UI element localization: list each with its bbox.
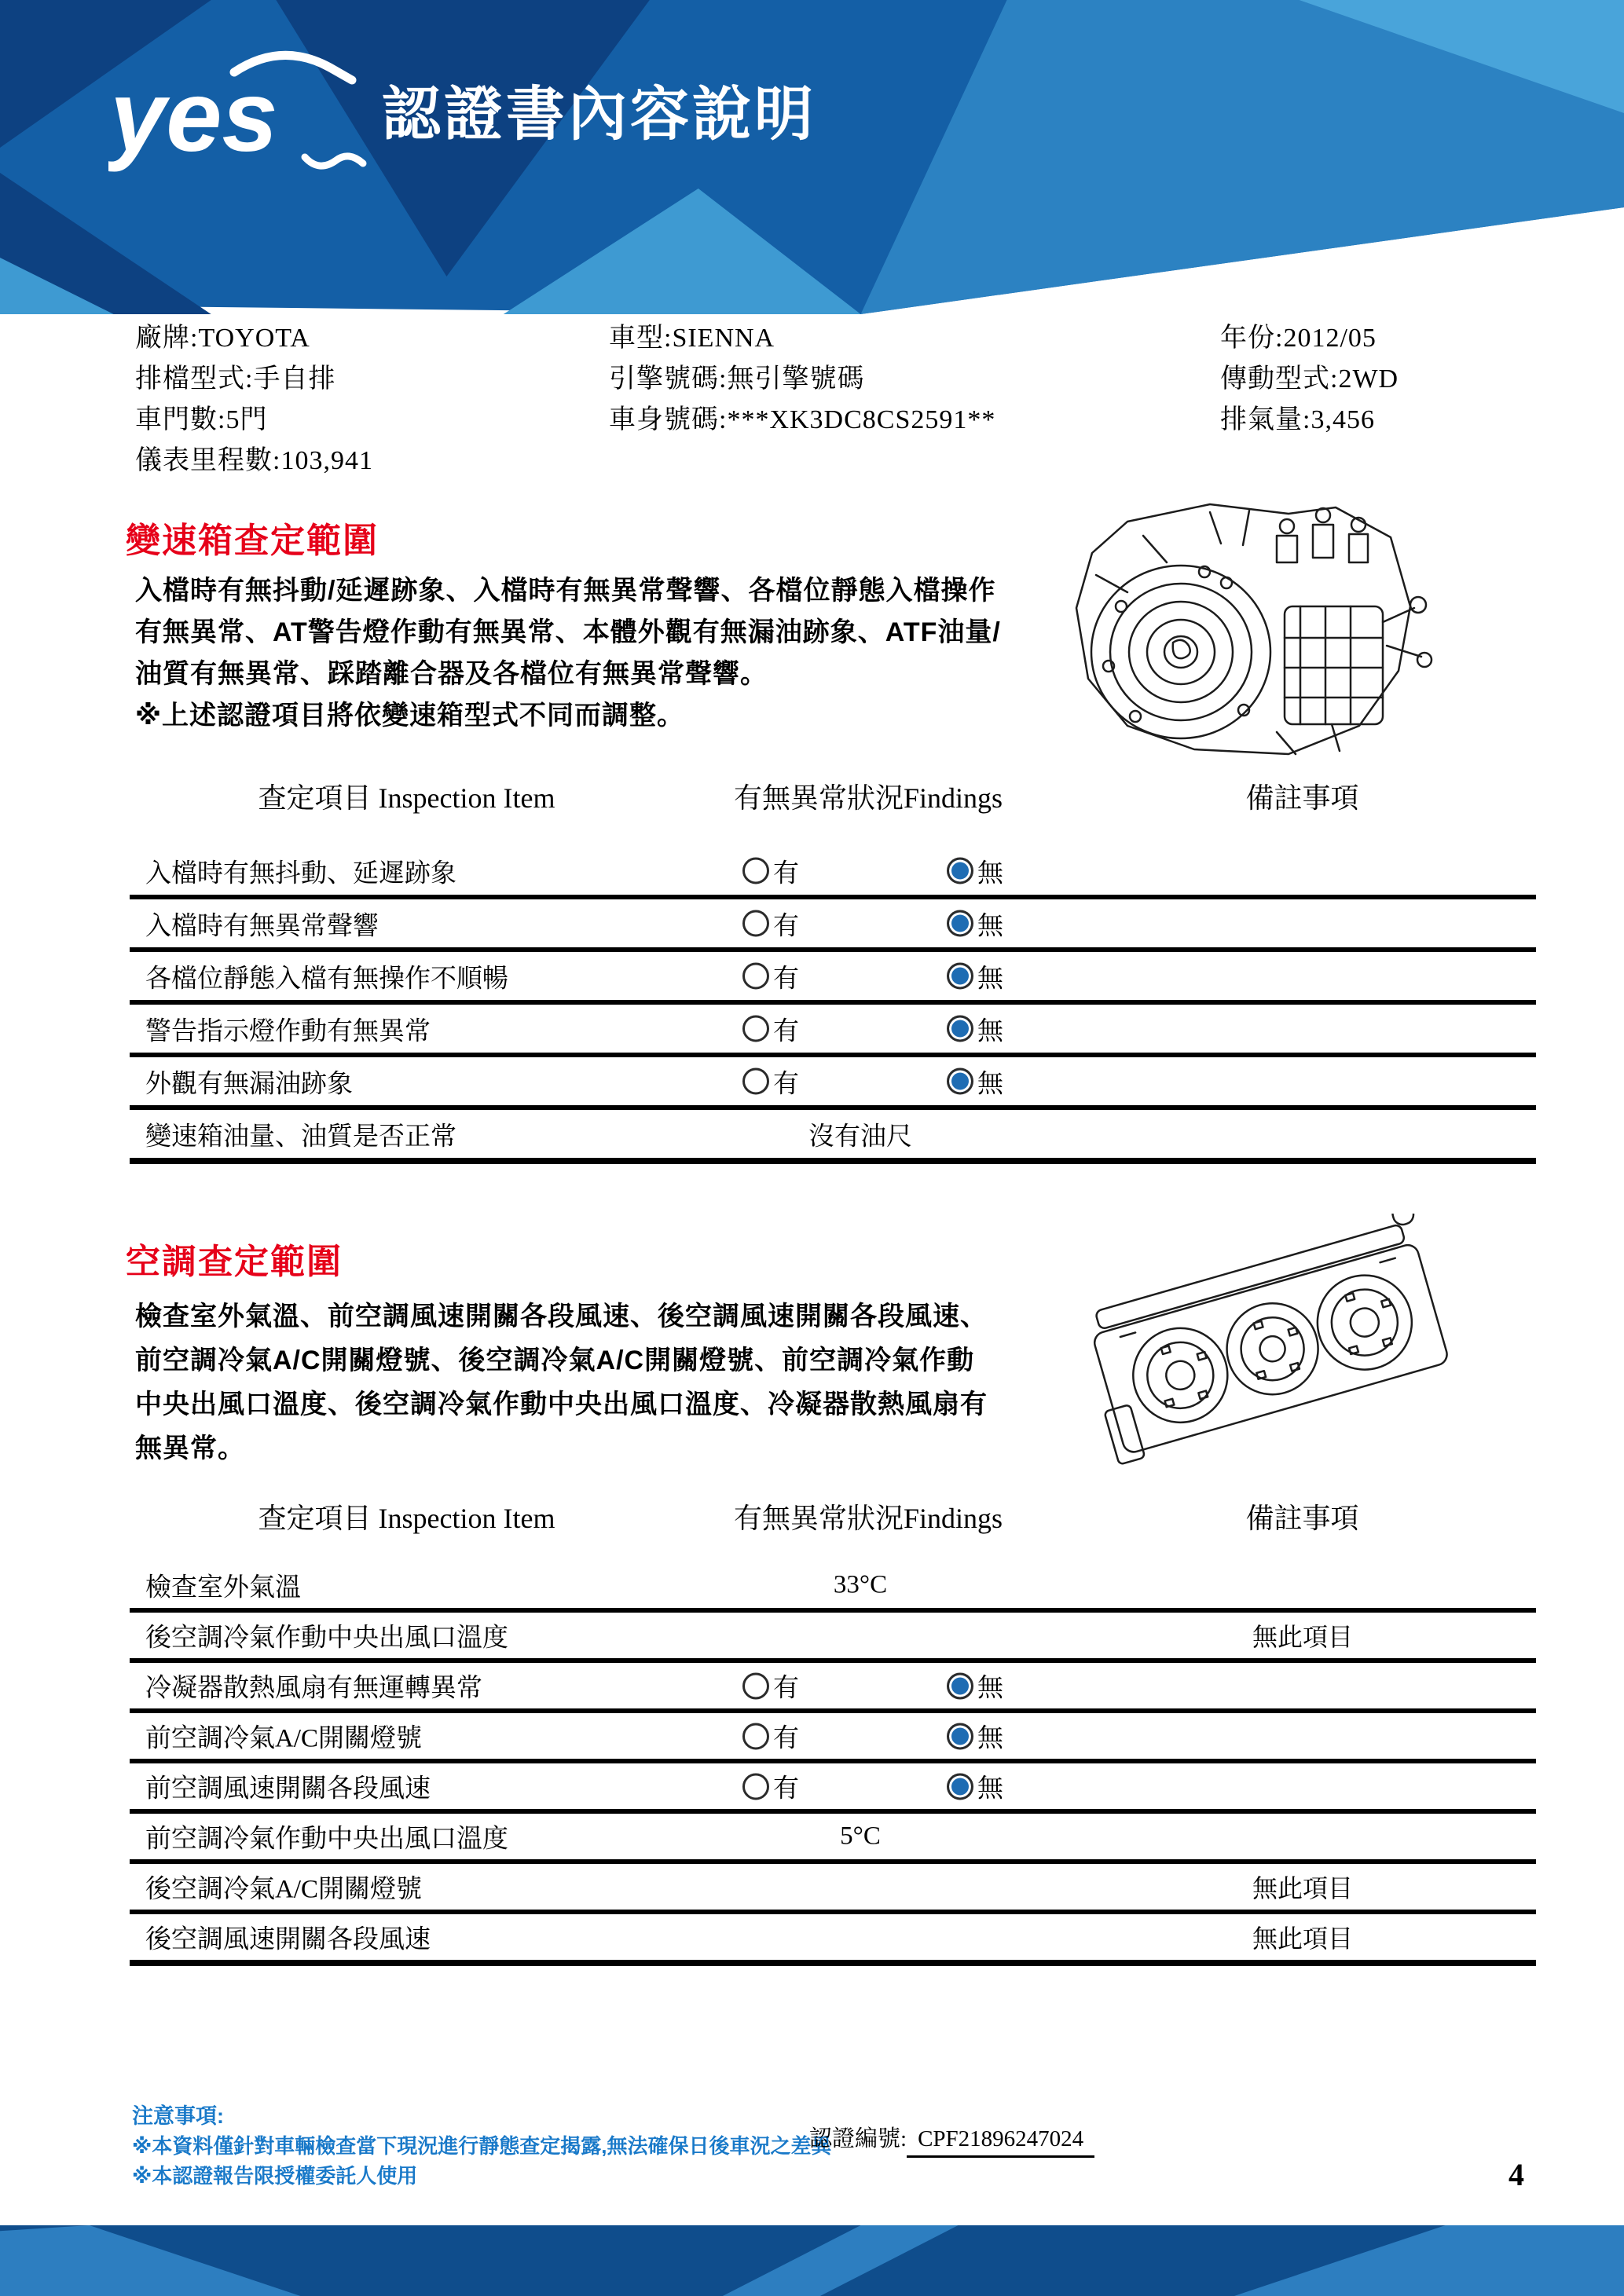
inspection-item-label: 各檔位靜態入檔有無操作不順暢 (145, 965, 508, 993)
table-row (130, 1005, 1536, 1057)
radio-yes[interactable]: 有 (742, 1063, 799, 1100)
footer-bar (0, 2225, 1624, 2296)
radio-no-selected[interactable]: 無 (947, 958, 1003, 994)
transmission-section-title: 變速箱查定範圍 (126, 522, 379, 560)
vehicle-model: 車型:SIENNA (609, 324, 775, 353)
table-row (130, 1814, 1536, 1864)
transmission-description-line: ※上述認證項目將依變速箱型式不同而調整。 (135, 701, 685, 731)
table-header-row (130, 1496, 1536, 1536)
radio-no-selected[interactable]: 無 (947, 1668, 1003, 1705)
transmission-illustration (1049, 489, 1434, 770)
inspection-item-label: 前空調冷氣A/C開關燈號 (145, 1724, 423, 1753)
yes-logo-text: yes (110, 60, 278, 173)
vehicle-info-row (0, 316, 1624, 353)
table-row (130, 1914, 1536, 1966)
radio-circle-icon (947, 963, 973, 990)
radio-circle-icon (742, 1068, 769, 1095)
certificate-number (809, 2121, 1094, 2158)
vehicle-vin: 車身號碼:***XK3DC8CS2591** (609, 405, 996, 434)
radio-yes[interactable]: 有 (742, 1718, 799, 1755)
notice-line: ※本認證報告限授權委託人使用 (132, 2164, 418, 2188)
certificate-number-label: 認證編號: (809, 2126, 907, 2151)
transmission-description-line: 入檔時有無抖動/延遲跡象、入檔時有無異常聲響、各檔位靜態入檔操作 (135, 576, 996, 606)
inspection-item-label: 後空調冷氣作動中央出風口溫度 (145, 1624, 508, 1653)
remark-value: 無此項目 (1252, 1623, 1353, 1651)
vehicle-doors: 車門數:5門 (135, 405, 268, 434)
inspection-item-label: 變速箱油量、油質是否正常 (145, 1122, 456, 1151)
radio-circle-icon (947, 1068, 973, 1095)
table-row (130, 899, 1536, 952)
vehicle-drive-type: 傳動型式:2WD (1220, 364, 1399, 394)
ac-inspection-table (130, 1496, 1536, 1966)
vehicle-info-row (0, 397, 1624, 432)
vehicle-info-row (0, 357, 1624, 394)
column-header-findings: 有無異常狀況Findings (733, 782, 1003, 814)
radio-yes[interactable]: 有 (742, 852, 799, 889)
radio-circle-icon (947, 1672, 973, 1699)
radio-yes[interactable]: 有 (742, 1668, 799, 1705)
radio-circle-icon (742, 1016, 769, 1042)
notice-title: 注意事項: (132, 2104, 224, 2128)
vehicle-gearbox-type: 排檔型式:手自排 (135, 364, 336, 394)
radio-circle-icon (742, 1773, 769, 1800)
table-row (130, 952, 1536, 1005)
vehicle-brand: 廠牌:TOYOTA (135, 324, 310, 353)
radio-circle-icon (947, 1016, 973, 1042)
remark-value: 無此項目 (1252, 1924, 1353, 1953)
table-header-row (130, 776, 1536, 815)
inspection-item-label: 入檔時有無異常聲響 (145, 912, 379, 940)
notice-line: ※本資料僅針對車輛檢查當下現況進行靜態查定揭露,無法確保日後車況之差異 (132, 2134, 832, 2158)
inspection-item-label: 前空調風速開關各段風速 (145, 1774, 431, 1803)
radio-circle-icon (742, 858, 769, 884)
radio-no-selected[interactable]: 無 (947, 1063, 1003, 1100)
inspection-item-label: 後空調冷氣A/C開關燈號 (145, 1875, 423, 1904)
ac-description-line: 前空調冷氣A/C開關燈號、後空調冷氣A/C開關燈號、前空調冷氣作動 (135, 1346, 975, 1375)
radio-yes[interactable]: 有 (742, 1768, 799, 1805)
radio-circle-icon (742, 1672, 769, 1699)
radio-circle-icon (742, 963, 769, 990)
radio-circle-icon (947, 1723, 973, 1749)
page-number: 4 (1509, 2157, 1524, 2192)
vehicle-year: 年份:2012/05 (1220, 324, 1377, 353)
radio-no-selected[interactable]: 無 (947, 1768, 1003, 1805)
inspection-item-label: 檢查室外氣溫 (145, 1573, 301, 1602)
remark-value: 無此項目 (1252, 1874, 1353, 1902)
finding-value: 33°C (833, 1570, 888, 1599)
finding-value: 沒有油尺 (808, 1122, 912, 1151)
transmission-description-line: 油質有無異常、踩踏離合器及各檔位有無異常聲響。 (135, 659, 768, 689)
inspection-item-label: 冷凝器散熱風扇有無運轉異常 (145, 1674, 482, 1703)
header-banner (0, 0, 1624, 314)
table-row (130, 1663, 1536, 1713)
table-row (130, 1562, 1536, 1613)
column-header-item: 查定項目 Inspection Item (258, 782, 555, 814)
table-row (130, 1057, 1536, 1110)
radio-circle-icon (947, 1773, 973, 1800)
radio-circle-icon (742, 1723, 769, 1749)
vehicle-engine-no: 引擎號碼:無引擎號碼 (609, 364, 865, 394)
yes-logo (108, 39, 383, 177)
ac-description-line: 檢查室外氣溫、前空調風速開關各段風速、後空調風速開關各段風速、 (135, 1302, 988, 1331)
column-header-remarks: 備註事項 (1245, 1503, 1359, 1534)
radio-yes[interactable]: 有 (742, 1010, 799, 1047)
radio-no-selected[interactable]: 無 (947, 1718, 1003, 1755)
inspection-item-label: 外觀有無漏油跡象 (145, 1070, 353, 1098)
radio-circle-icon (742, 910, 769, 937)
table-row (130, 1763, 1536, 1814)
table-row (130, 1864, 1536, 1914)
inspection-item-label: 警告指示燈作動有無異常 (145, 1017, 431, 1045)
transmission-inspection-table (130, 776, 1536, 1164)
vehicle-odometer: 儀表里程數:103,941 (135, 446, 373, 475)
ac-description-line: 中央出風口溫度、後空調冷氣作動中央出風口溫度、冷凝器散熱風扇有 (135, 1390, 988, 1419)
table-row (130, 847, 1536, 899)
radio-circle-icon (947, 910, 973, 937)
ac-description-line: 無異常。 (135, 1434, 245, 1463)
column-header-remarks: 備註事項 (1245, 782, 1359, 814)
transmission-description-line: 有無異常、AT警告燈作動有無異常、本體外觀有無漏油跡象、ATF油量/ (135, 617, 1001, 647)
ac-section-title: 空調查定範圍 (126, 1243, 343, 1281)
radio-circle-icon (947, 858, 973, 884)
radio-yes[interactable]: 有 (742, 958, 799, 994)
radio-no-selected[interactable]: 無 (947, 1010, 1003, 1047)
radio-no-selected[interactable]: 無 (947, 852, 1003, 889)
inspection-item-label: 後空調風速開關各段風速 (145, 1925, 431, 1954)
certificate-number-value: CPF21896247024 (907, 2126, 1094, 2158)
radio-yes[interactable]: 有 (742, 905, 799, 942)
vehicle-info-row (0, 438, 1624, 473)
vehicle-displacement: 排氣量:3,456 (1220, 405, 1375, 434)
column-header-findings: 有無異常狀況Findings (733, 1503, 1003, 1534)
inspection-item-label: 前空調冷氣作動中央出風口溫度 (145, 1825, 508, 1854)
table-row (130, 1110, 1536, 1164)
table-row (130, 1613, 1536, 1663)
finding-value: 5°C (840, 1822, 881, 1851)
ac-control-panel-illustration (1088, 1214, 1457, 1481)
inspection-item-label: 入檔時有無抖動、延遲跡象 (145, 859, 456, 888)
column-header-item: 查定項目 Inspection Item (258, 1503, 555, 1534)
table-row (130, 1713, 1536, 1763)
radio-no-selected[interactable]: 無 (947, 905, 1003, 942)
page-title: 認證書內容說明 (382, 81, 817, 147)
